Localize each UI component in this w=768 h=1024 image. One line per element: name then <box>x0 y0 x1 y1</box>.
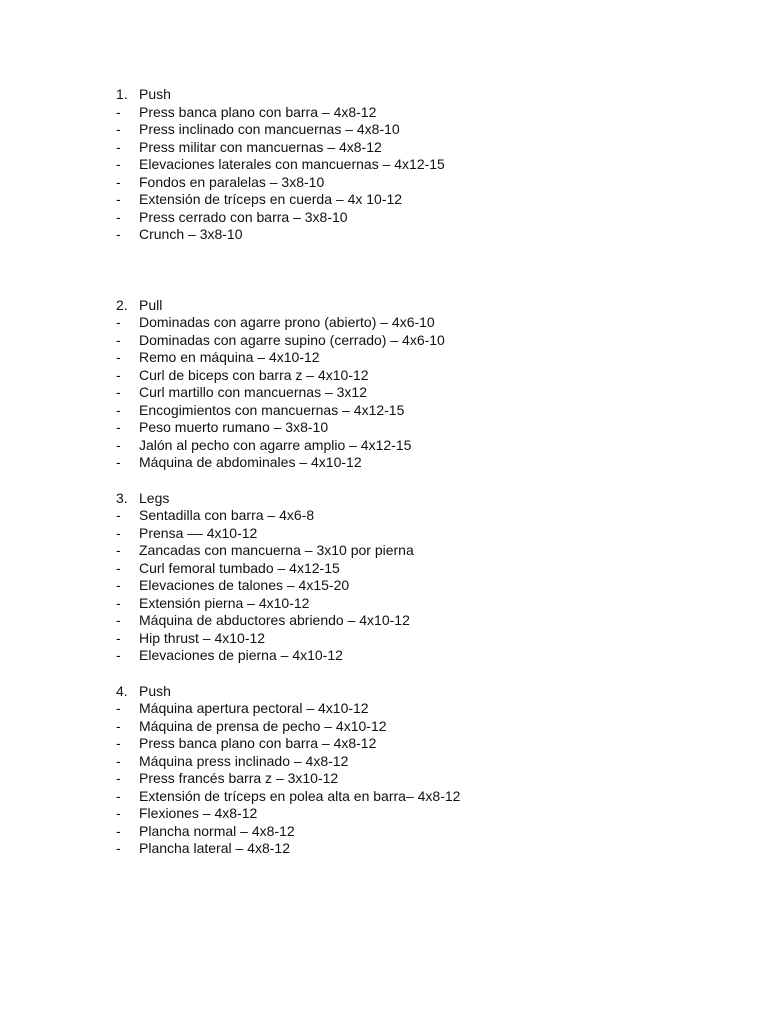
list-item <box>0 349 768 367</box>
bullet-dash: - <box>116 700 121 716</box>
list-item <box>0 823 768 841</box>
list-item <box>0 402 768 420</box>
bullet-dash: - <box>116 384 121 400</box>
section-heading <box>0 86 768 104</box>
exercise-text: Sentadilla con barra – 4x6-8 <box>139 507 315 523</box>
exercise-text: Máquina de prensa de pecho – 4x10-12 <box>139 717 387 734</box>
list-item <box>0 612 768 630</box>
list-item <box>0 419 768 437</box>
bullet-dash: - <box>116 121 121 137</box>
bullet-dash: - <box>116 770 121 786</box>
spacer <box>0 472 768 490</box>
section-number: 3. <box>116 489 128 506</box>
exercise-text: Curl femoral tumbado – 4x12-15 <box>139 559 340 576</box>
spacer <box>0 665 768 683</box>
list-item <box>0 595 768 613</box>
exercise-text: Máquina de abdominales – 4x10-12 <box>139 454 362 470</box>
bullet-dash: - <box>116 507 121 523</box>
list-item <box>0 367 768 385</box>
bullet-dash: - <box>116 436 121 453</box>
bullet-dash: - <box>116 805 121 821</box>
list-item <box>0 718 768 736</box>
list-item <box>0 735 768 753</box>
exercise-text: Extensión pierna – 4x10-12 <box>139 594 310 611</box>
list-item <box>0 437 768 455</box>
list-item <box>0 384 768 402</box>
bullet-dash: - <box>116 577 121 593</box>
section-heading <box>0 490 768 508</box>
list-item <box>0 805 768 823</box>
section-number: 1. <box>116 86 128 102</box>
section-number: 2. <box>116 296 128 313</box>
exercise-text: Plancha normal – 4x8-12 <box>139 822 295 839</box>
exercise-text: Extensión de tríceps en cuerda – 4x 10-12 <box>139 191 403 207</box>
bullet-dash: - <box>116 542 121 558</box>
list-item <box>0 507 768 525</box>
bullet-dash: - <box>116 735 121 751</box>
bullet-dash: - <box>116 629 121 646</box>
exercise-text: Prensa –– 4x10-12 <box>139 524 258 541</box>
bullet-dash: - <box>116 559 121 576</box>
list-item <box>0 314 768 332</box>
exercise-text: Zancadas con mancuerna – 3x10 por pierna <box>139 542 414 558</box>
bullet-dash: - <box>116 103 121 120</box>
bullet-dash: - <box>116 366 121 383</box>
bullet-dash: - <box>116 524 121 541</box>
exercise-text: Dominadas con agarre supino (cerrado) – 4x6-10 <box>139 331 445 348</box>
bullet-dash: - <box>116 717 121 734</box>
exercise-text: Elevaciones de talones – 4x15-20 <box>139 577 350 593</box>
bullet-dash: - <box>116 138 121 155</box>
exercise-text: Jalón al pecho con agarre amplio – 4x12-15 <box>139 436 412 453</box>
bullet-dash: - <box>116 314 121 330</box>
exercise-text: Crunch – 3x8-10 <box>139 226 243 242</box>
exercise-text: Plancha lateral – 4x8-12 <box>139 840 290 856</box>
list-item <box>0 577 768 595</box>
list-item <box>0 525 768 543</box>
exercise-text: Press militar con mancuernas – 4x8-12 <box>139 138 382 155</box>
section-number: 4. <box>116 682 128 699</box>
bullet-dash: - <box>116 787 121 804</box>
list-item <box>0 121 768 139</box>
list-item <box>0 700 768 718</box>
section-heading <box>0 297 768 315</box>
exercise-text: Flexiones – 4x8-12 <box>139 805 258 821</box>
section-push-2 <box>0 683 768 858</box>
exercise-text: Máquina press inclinado – 4x8-12 <box>139 752 349 769</box>
exercise-text: Peso muerto rumano – 3x8-10 <box>139 419 329 435</box>
list-item <box>0 647 768 665</box>
bullet-dash: - <box>116 173 121 190</box>
document-page <box>0 86 768 858</box>
exercise-text: Press banca plano con barra – 4x8-12 <box>139 103 377 120</box>
list-item <box>0 191 768 209</box>
exercise-text: Press cerrado con barra – 3x8-10 <box>139 208 348 225</box>
exercise-text: Hip thrust – 4x10-12 <box>139 629 266 646</box>
exercise-text: Press banca plano con barra – 4x8-12 <box>139 735 377 751</box>
exercise-text: Elevaciones de pierna – 4x10-12 <box>139 647 343 663</box>
list-item <box>0 770 768 788</box>
bullet-dash: - <box>116 822 121 839</box>
exercise-text: Fondos en paralelas – 3x8-10 <box>139 173 325 190</box>
list-item <box>0 454 768 472</box>
section-title: Legs <box>139 489 170 506</box>
list-item <box>0 209 768 227</box>
section-pull <box>0 297 768 472</box>
list-item <box>0 332 768 350</box>
list-item <box>0 156 768 174</box>
list-item <box>0 104 768 122</box>
exercise-text: Elevaciones laterales con mancuernas – 4x12-15 <box>139 156 445 172</box>
list-item <box>0 226 768 244</box>
exercise-text: Curl de biceps con barra z – 4x10-12 <box>139 366 369 383</box>
section-legs <box>0 490 768 665</box>
section-heading <box>0 683 768 701</box>
bullet-dash: - <box>116 208 121 225</box>
bullet-dash: - <box>116 454 121 470</box>
list-item <box>0 542 768 560</box>
exercise-text: Press inclinado con mancuernas – 4x8-10 <box>139 121 400 137</box>
bullet-dash: - <box>116 647 121 663</box>
bullet-dash: - <box>116 331 121 348</box>
list-item <box>0 174 768 192</box>
exercise-text: Press francés barra z – 3x10-12 <box>139 770 339 786</box>
list-item <box>0 560 768 578</box>
exercise-text: Máquina apertura pectoral – 4x10-12 <box>139 700 369 716</box>
bullet-dash: - <box>116 840 121 856</box>
list-item <box>0 788 768 806</box>
exercise-text: Curl martillo con mancuernas – 3x12 <box>139 384 367 400</box>
bullet-dash: - <box>116 401 121 418</box>
bullet-dash: - <box>116 752 121 769</box>
list-item <box>0 753 768 771</box>
exercise-text: Extensión de tríceps en polea alta en barra– 4x8-12 <box>139 787 461 804</box>
bullet-dash: - <box>116 349 121 365</box>
list-item <box>0 840 768 858</box>
section-title: Pull <box>139 296 163 313</box>
bullet-dash: - <box>116 156 121 172</box>
bullet-dash: - <box>116 594 121 611</box>
section-push-1 <box>0 86 768 244</box>
spacer <box>0 244 768 297</box>
list-item <box>0 630 768 648</box>
bullet-dash: - <box>116 612 121 628</box>
bullet-dash: - <box>116 419 121 435</box>
bullet-dash: - <box>116 191 121 207</box>
exercise-text: Remo en máquina – 4x10-12 <box>139 349 320 365</box>
list-item <box>0 139 768 157</box>
section-title: Push <box>139 86 171 102</box>
exercise-text: Máquina de abductores abriendo – 4x10-12 <box>139 612 410 628</box>
exercise-text: Dominadas con agarre prono (abierto) – 4x6-10 <box>139 314 435 330</box>
exercise-text: Encogimientos con mancuernas – 4x12-15 <box>139 401 405 418</box>
section-title: Push <box>139 682 171 699</box>
bullet-dash: - <box>116 226 121 242</box>
